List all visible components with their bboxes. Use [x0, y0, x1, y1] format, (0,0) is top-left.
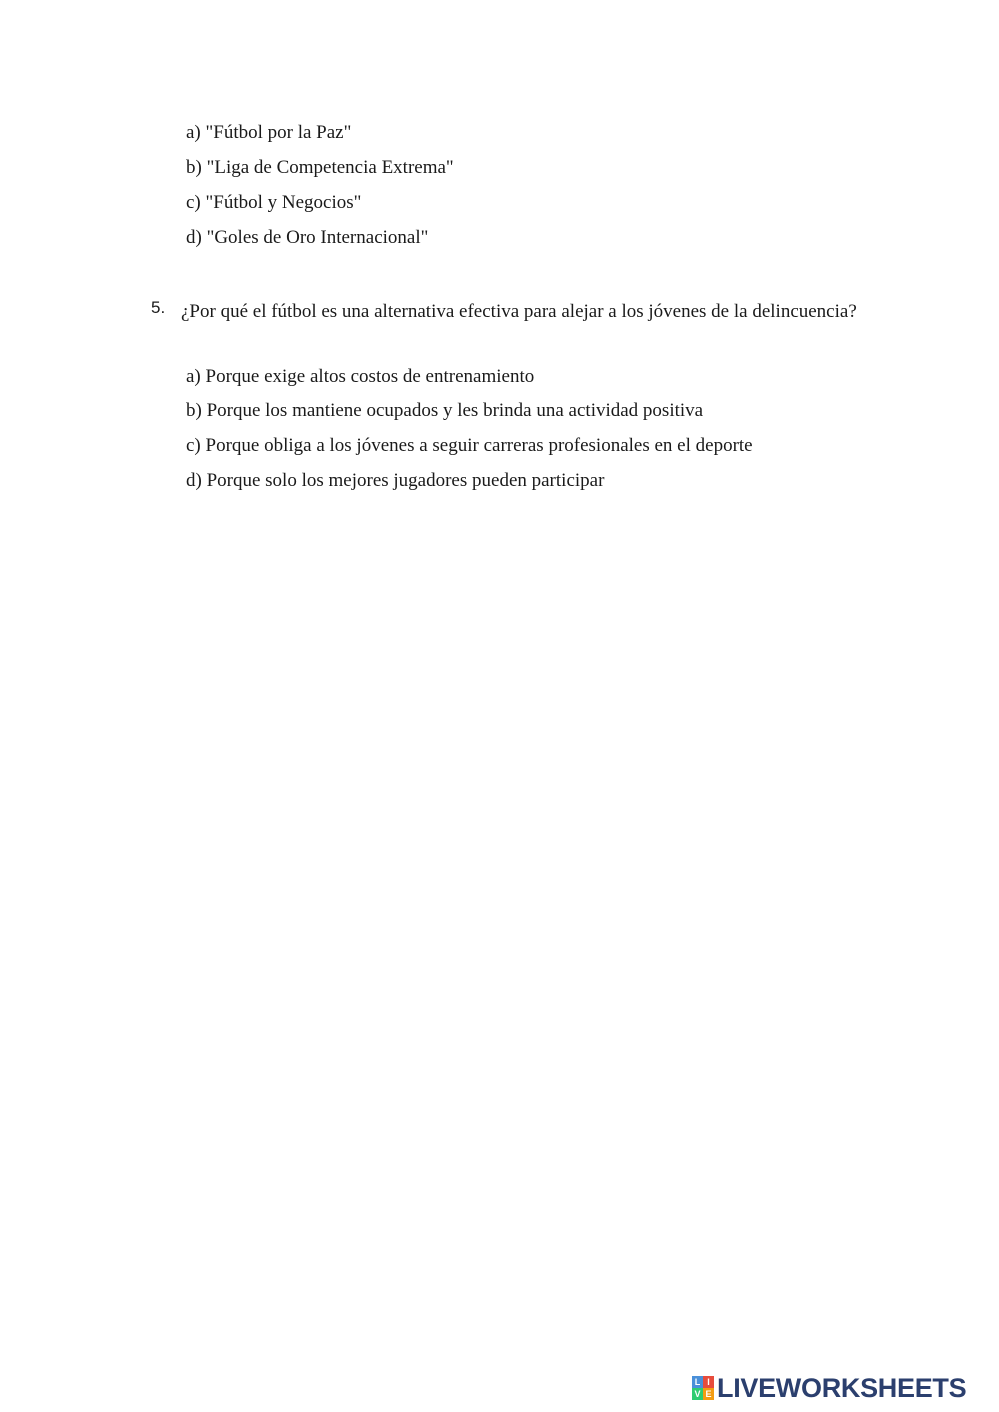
- option-c: c) Porque obliga a los jóvenes a seguir carreras profesionales en el deporte: [186, 435, 753, 456]
- option-b: b) Porque los mantiene ocupados y les brinda una actividad positiva: [186, 400, 704, 421]
- live-logo-icon: [692, 1376, 714, 1400]
- question-text: ¿Por qué el fútbol es una alternativa efectiva para alejar a los jóvenes de la delincuencia?: [181, 301, 857, 322]
- question-number: 5.: [151, 298, 166, 317]
- option-b: b) "Liga de Competencia Extrema": [186, 157, 454, 178]
- logo-letter-v: V: [692, 1388, 703, 1400]
- logo-letter-l: L: [692, 1376, 703, 1388]
- option-a: a) Porque exige altos costos de entrenamiento: [186, 366, 535, 387]
- option-c: c) "Fútbol y Negocios": [186, 192, 362, 213]
- option-d: d) Porque solo los mejores jugadores pueden participar: [186, 470, 605, 491]
- logo-letter-e: E: [703, 1388, 714, 1400]
- logo-letter-i: I: [703, 1376, 714, 1388]
- option-a: a) "Fútbol por la Paz": [186, 122, 352, 143]
- option-d: d) "Goles de Oro Internacional": [186, 227, 429, 248]
- liveworksheets-logo: [692, 1372, 966, 1404]
- logo-wordmark: LIVEWORKSHEETS: [717, 1372, 967, 1403]
